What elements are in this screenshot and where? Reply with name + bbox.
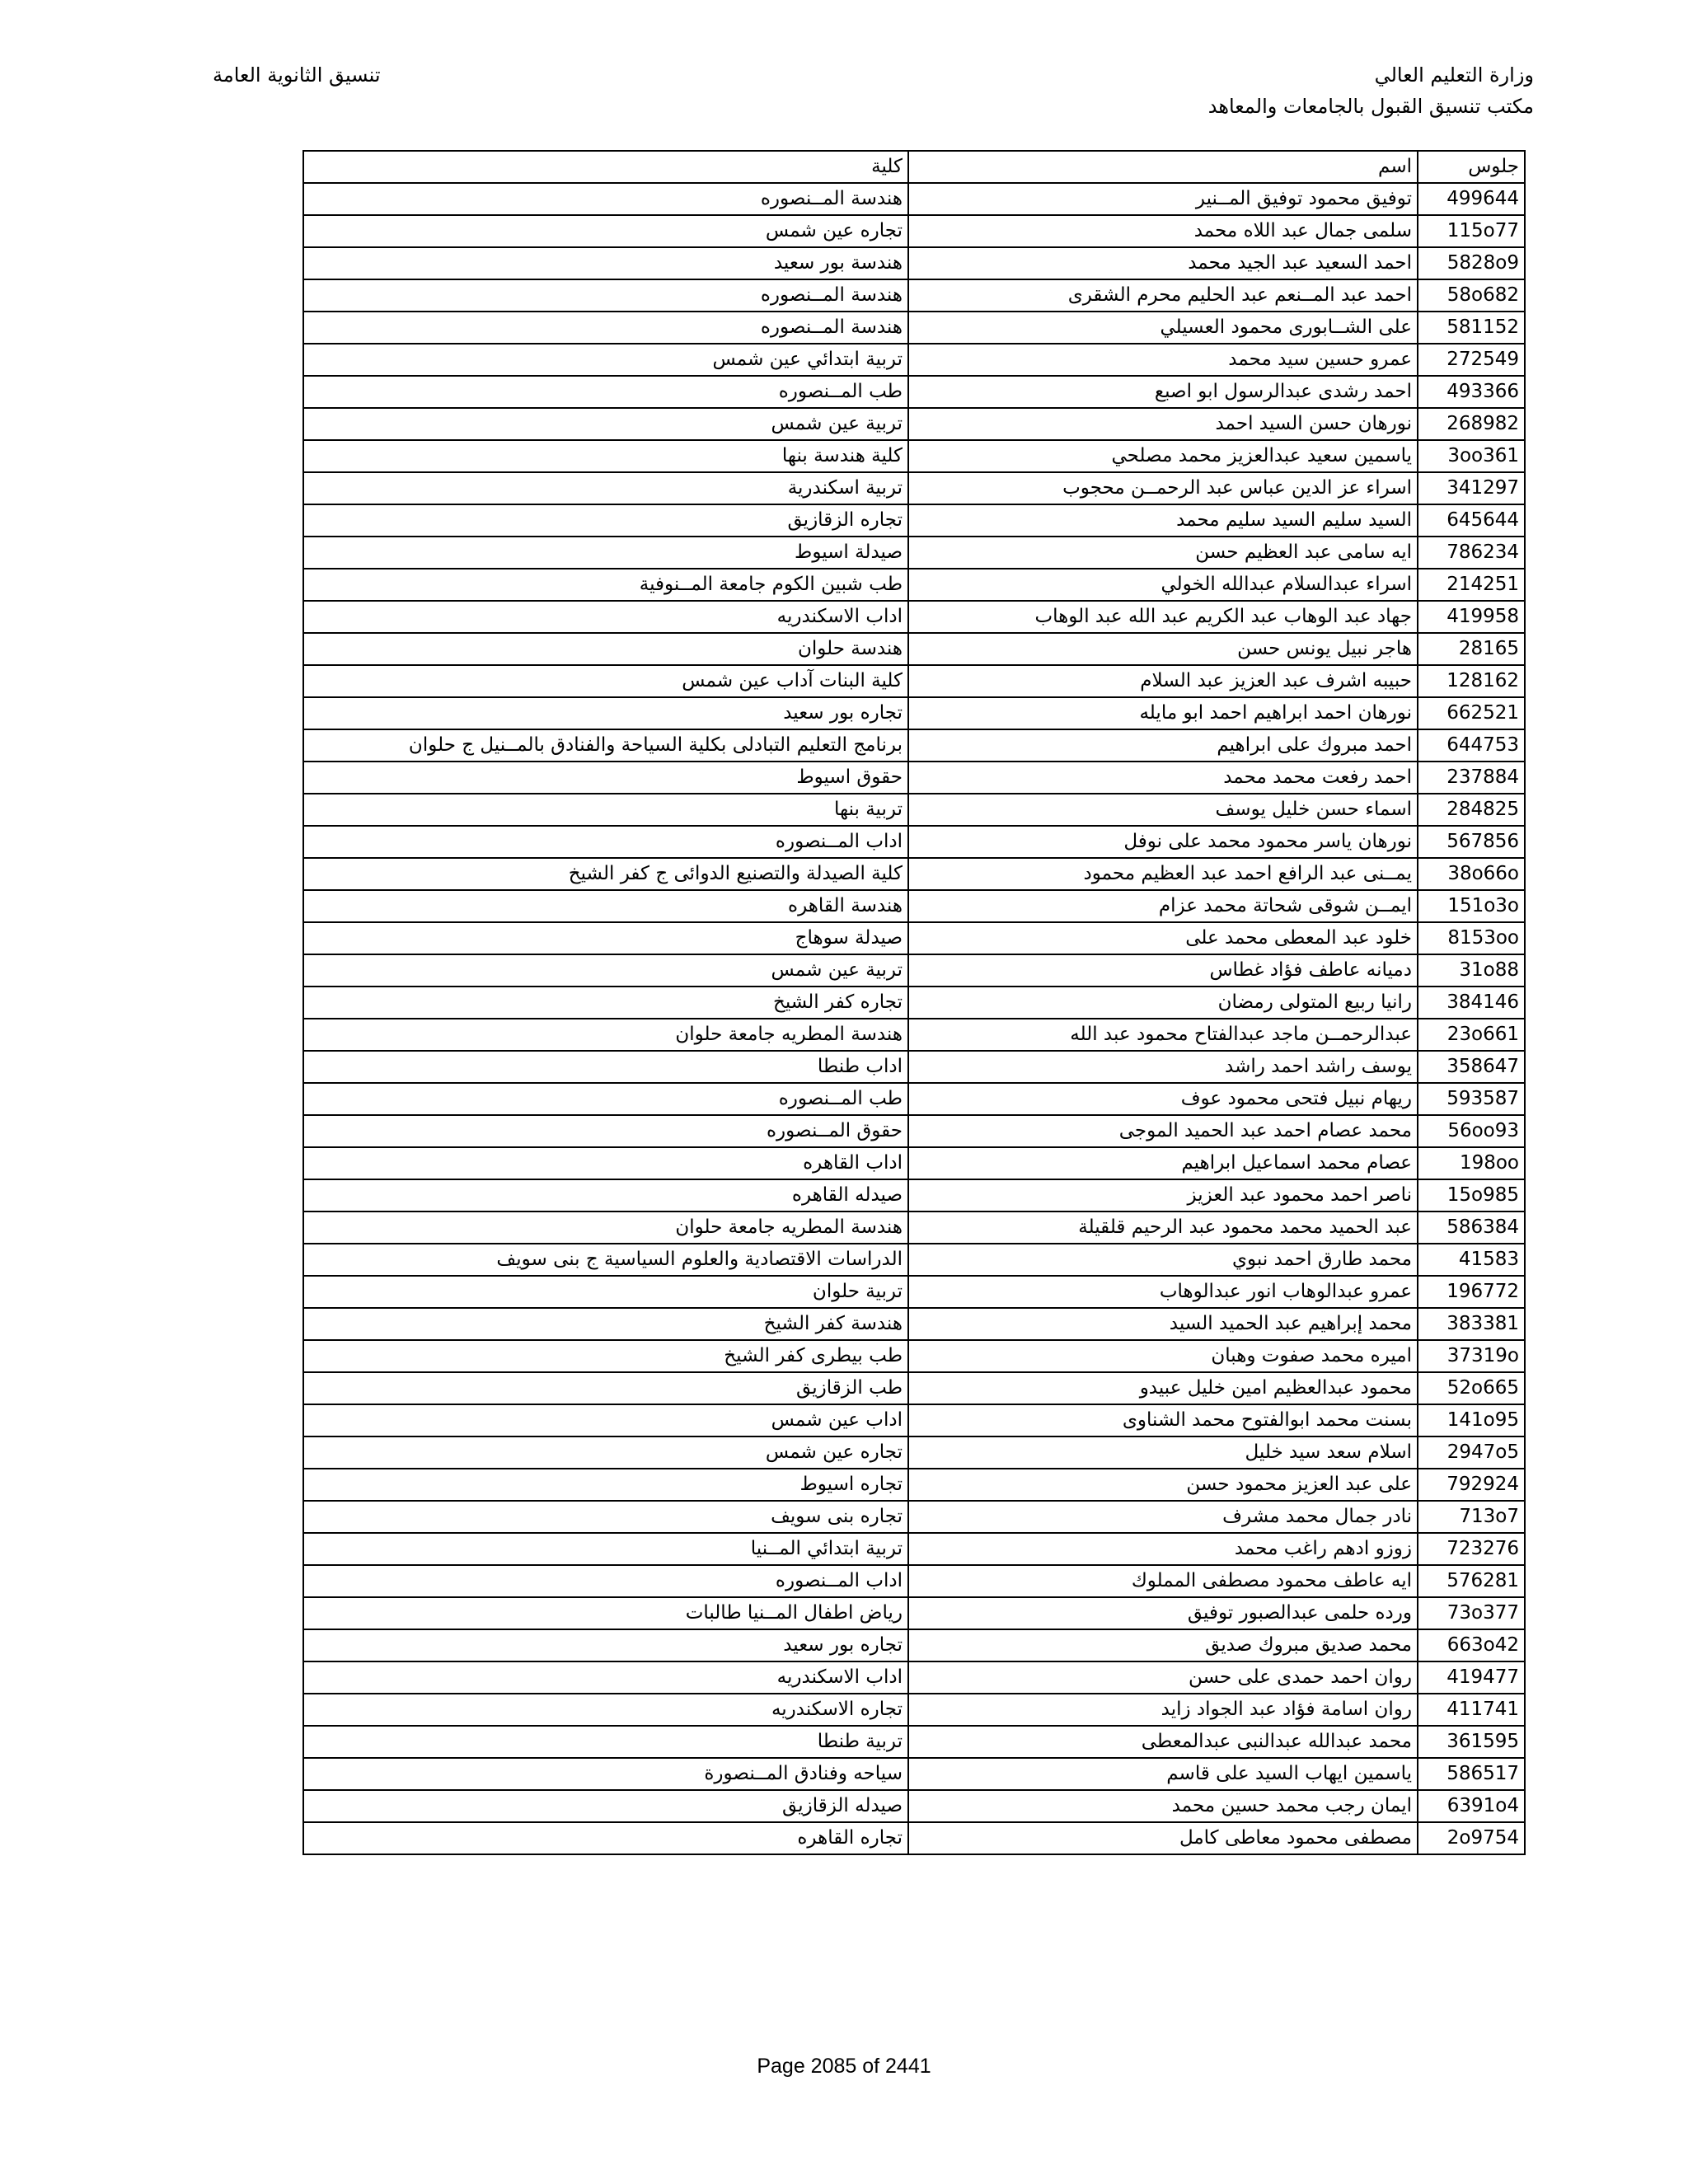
faculty: هندسة كفر الشيخ xyxy=(303,1308,908,1340)
seat-number: 38o66o xyxy=(1418,858,1525,890)
seat-number: 586384 xyxy=(1418,1212,1525,1244)
student-name: جهاد عبد الوهاب عبد الكريم عبد الله عبد الوهاب xyxy=(908,601,1418,633)
page-number: Page 2085 of 2441 xyxy=(757,2055,931,2078)
table-row xyxy=(303,344,1525,376)
table-row xyxy=(303,987,1525,1019)
faculty: سياحه وفنادق المــنصورة xyxy=(303,1758,908,1790)
faculty: طب المــنصوره xyxy=(303,376,908,408)
seat-number: 6391o4 xyxy=(1418,1790,1525,1822)
faculty: تجاره الزقازيق xyxy=(303,504,908,537)
student-name: عبدالرحمــن ماجد عبدالفتاح محمود عبد الله xyxy=(908,1019,1418,1051)
student-name: نورهان حسن السيد احمد xyxy=(908,408,1418,440)
faculty: تربية عين شمس xyxy=(303,408,908,440)
faculty: طب بيطرى كفر الشيخ xyxy=(303,1340,908,1372)
table-row xyxy=(303,890,1525,922)
seat-number: 28165 xyxy=(1418,633,1525,665)
faculty: تجاره عين شمس xyxy=(303,1436,908,1469)
table-row xyxy=(303,183,1525,215)
table-row xyxy=(303,247,1525,279)
student-name: اسلام سعد سيد خليل xyxy=(908,1436,1418,1469)
student-name: اميره محمد صفوت وهبان xyxy=(908,1340,1418,1372)
seat-number: 586517 xyxy=(1418,1758,1525,1790)
seat-number: 581152 xyxy=(1418,312,1525,344)
student-name: احمد رشدى عبدالرسول ابو اصبع xyxy=(908,376,1418,408)
table-row xyxy=(303,697,1525,729)
faculty: اداب القاهره xyxy=(303,1147,908,1179)
table-row xyxy=(303,537,1525,569)
seat-number: 663o42 xyxy=(1418,1629,1525,1661)
table-row xyxy=(303,408,1525,440)
table-row xyxy=(303,1340,1525,1372)
seat-number: 2947o5 xyxy=(1418,1436,1525,1469)
seat-number: 128162 xyxy=(1418,665,1525,697)
table-row xyxy=(303,1051,1525,1083)
seat-number: 411741 xyxy=(1418,1694,1525,1726)
student-name: احمد رفعت محمد محمد xyxy=(908,762,1418,794)
student-name: رانيا ربيع المتولى رمضان xyxy=(908,987,1418,1019)
ministry-title: وزارة التعليم العالي xyxy=(1374,63,1534,87)
seat-number: 645644 xyxy=(1418,504,1525,537)
seat-number: 23o661 xyxy=(1418,1019,1525,1051)
faculty: تجاره اسيوط xyxy=(303,1469,908,1501)
faculty: تربية ابتدائي عين شمس xyxy=(303,344,908,376)
student-name: حبيبه اشرف عبد العزيز عبد السلام xyxy=(908,665,1418,697)
faculty: اداب عين شمس xyxy=(303,1404,908,1436)
table-row xyxy=(303,1083,1525,1115)
student-name: على الشــابورى محمود العسيلي xyxy=(908,312,1418,344)
faculty: تجاره بور سعيد xyxy=(303,697,908,729)
student-name: عمرو حسين سيد محمد xyxy=(908,344,1418,376)
faculty: هندسة حلوان xyxy=(303,633,908,665)
student-name: بسنت محمد ابوالفتوح محمد الشناوى xyxy=(908,1404,1418,1436)
faculty: اداب الاسكندريه xyxy=(303,601,908,633)
seat-number: 198oo xyxy=(1418,1147,1525,1179)
seat-number: 2o9754 xyxy=(1418,1822,1525,1854)
seat-number: 567856 xyxy=(1418,826,1525,858)
seat-number: 52o665 xyxy=(1418,1372,1525,1404)
seat-number: 499644 xyxy=(1418,183,1525,215)
faculty: هندسة المطريه جامعة حلوان xyxy=(303,1212,908,1244)
student-name: مصطفى محمود معاطى كامل xyxy=(908,1822,1418,1854)
faculty: اداب المــنصوره xyxy=(303,826,908,858)
seat-number: 141o95 xyxy=(1418,1404,1525,1436)
student-name: ياسمين ايهاب السيد على قاسم xyxy=(908,1758,1418,1790)
table-row xyxy=(303,1436,1525,1469)
student-name: خلود عبد المعطى محمد على xyxy=(908,922,1418,954)
student-name: دميانه عاطف فؤاد غطاس xyxy=(908,954,1418,987)
table-row xyxy=(303,954,1525,987)
faculty: طب الزقازيق xyxy=(303,1372,908,1404)
faculty: تربية عين شمس xyxy=(303,954,908,987)
table-header-row xyxy=(303,151,1525,183)
faculty: تربية طنطا xyxy=(303,1726,908,1758)
table-row xyxy=(303,665,1525,697)
column-header-seat: جلوس xyxy=(1418,151,1525,183)
faculty: صيدلة سوهاج xyxy=(303,922,908,954)
table-row xyxy=(303,1179,1525,1212)
table-row xyxy=(303,440,1525,472)
seat-number: 8153oo xyxy=(1418,922,1525,954)
table-row xyxy=(303,1758,1525,1790)
seat-number: 419477 xyxy=(1418,1661,1525,1694)
table-row xyxy=(303,1244,1525,1276)
faculty: تربية بنها xyxy=(303,794,908,826)
seat-number: 272549 xyxy=(1418,344,1525,376)
seat-number: 15o985 xyxy=(1418,1179,1525,1212)
table-row xyxy=(303,1147,1525,1179)
student-name: محمد طارق احمد نبوي xyxy=(908,1244,1418,1276)
student-name: ناصر احمد محمود عبد العزيز xyxy=(908,1179,1418,1212)
seat-number: 237884 xyxy=(1418,762,1525,794)
student-name: عبد الحميد محمد محمود عبد الرحيم قلقيلة xyxy=(908,1212,1418,1244)
faculty: تجاره الاسكندريه xyxy=(303,1694,908,1726)
faculty: طب المــنصوره xyxy=(303,1083,908,1115)
faculty: تجاره بور سعيد xyxy=(303,1629,908,1661)
seat-number: 5828o9 xyxy=(1418,247,1525,279)
seat-number: 115o77 xyxy=(1418,215,1525,247)
student-name: محمود عبدالعظيم امين خليل عبيدو xyxy=(908,1372,1418,1404)
table-row xyxy=(303,1469,1525,1501)
student-name: يمــنى عبد الرافع احمد عبد العظيم محمود xyxy=(908,858,1418,890)
seat-number: 31o88 xyxy=(1418,954,1525,987)
column-header-faculty: كلية xyxy=(303,151,908,183)
faculty: هندسة المــنصوره xyxy=(303,279,908,312)
faculty: تجاره بنى سويف xyxy=(303,1501,908,1533)
student-name: اسراء عز الدين عباس عبد الرحمــن محجوب xyxy=(908,472,1418,504)
document-header-right xyxy=(1208,59,1534,122)
faculty: هندسة المطريه جامعة حلوان xyxy=(303,1019,908,1051)
student-name: ايمان رجب محمد حسين محمد xyxy=(908,1790,1418,1822)
table-row xyxy=(303,279,1525,312)
table-row xyxy=(303,1276,1525,1308)
student-name: روان اسامة فؤاد عبد الجواد زايد xyxy=(908,1694,1418,1726)
faculty: الدراسات الاقتصادية والعلوم السياسية ج بنى سويف xyxy=(303,1244,908,1276)
student-name: ريهام نبيل فتحى محمود عوف xyxy=(908,1083,1418,1115)
student-name: محمد إبراهيم عبد الحميد السيد xyxy=(908,1308,1418,1340)
table-row xyxy=(303,215,1525,247)
table-row xyxy=(303,1501,1525,1533)
student-name: روان احمد حمدى على حسن xyxy=(908,1661,1418,1694)
admissions-table xyxy=(302,150,1526,1855)
faculty: تجاره القاهره xyxy=(303,1822,908,1854)
student-name: هاجر نبيل يونس حسن xyxy=(908,633,1418,665)
student-name: السيد سليم السيد سليم محمد xyxy=(908,504,1418,537)
faculty: كلية الصيدلة والتصنيع الدوائى ج كفر الشيخ xyxy=(303,858,908,890)
student-name: محمد عصام احمد عبد الحميد الموجى xyxy=(908,1115,1418,1147)
table-row xyxy=(303,1404,1525,1436)
faculty: تجاره كفر الشيخ xyxy=(303,987,908,1019)
seat-number: 593587 xyxy=(1418,1083,1525,1115)
faculty: تجاره عين شمس xyxy=(303,215,908,247)
seat-number: 58o682 xyxy=(1418,279,1525,312)
student-name: زوزو ادهم راغب محمد xyxy=(908,1533,1418,1565)
coordination-title: تنسيق الثانوية العامة xyxy=(213,63,381,87)
table-row xyxy=(303,1308,1525,1340)
faculty: رياض اطفال المــنيا طالبات xyxy=(303,1597,908,1629)
seat-number: 37319o xyxy=(1418,1340,1525,1372)
seat-number: 723276 xyxy=(1418,1533,1525,1565)
student-name: ايه عاطف محمود مصطفى المملوك xyxy=(908,1565,1418,1597)
student-name: اسراء عبدالسلام عبدالله الخولي xyxy=(908,569,1418,601)
table-row xyxy=(303,504,1525,537)
faculty: هندسة المــنصوره xyxy=(303,312,908,344)
faculty: اداب الاسكندريه xyxy=(303,1661,908,1694)
table-row xyxy=(303,826,1525,858)
student-name: عصام محمد اسماعيل ابراهيم xyxy=(908,1147,1418,1179)
table-row xyxy=(303,1565,1525,1597)
seat-number: 73o377 xyxy=(1418,1597,1525,1629)
faculty: حقوق المــنصوره xyxy=(303,1115,908,1147)
student-name: احمد عبد المــنعم عبد الحليم محرم الشقرى xyxy=(908,279,1418,312)
table-row xyxy=(303,1372,1525,1404)
student-name: اسماء حسن خليل يوسف xyxy=(908,794,1418,826)
student-name: محمد عبدالله عبدالنبى عبدالمعطى xyxy=(908,1726,1418,1758)
seat-number: 284825 xyxy=(1418,794,1525,826)
student-name: ايمــن شوقى شحاتة محمد عزام xyxy=(908,890,1418,922)
table-row xyxy=(303,1115,1525,1147)
student-name: احمد مبروك على ابراهيم xyxy=(908,729,1418,762)
student-name: يوسف راشد احمد راشد xyxy=(908,1051,1418,1083)
seat-number: 383381 xyxy=(1418,1308,1525,1340)
seat-number: 341297 xyxy=(1418,472,1525,504)
seat-number: 41583 xyxy=(1418,1244,1525,1276)
faculty: هندسة القاهره xyxy=(303,890,908,922)
faculty: صيدله القاهره xyxy=(303,1179,908,1212)
faculty: صيدلة اسيوط xyxy=(303,537,908,569)
faculty: كلية البنات آداب عين شمس xyxy=(303,665,908,697)
student-name: احمد السعيد عبد الجيد محمد xyxy=(908,247,1418,279)
table-row xyxy=(303,569,1525,601)
table-row xyxy=(303,1822,1525,1854)
table-row xyxy=(303,601,1525,633)
student-name: ايه سامى عبد العظيم حسن xyxy=(908,537,1418,569)
seat-number: 662521 xyxy=(1418,697,1525,729)
faculty: حقوق اسيوط xyxy=(303,762,908,794)
table-row xyxy=(303,633,1525,665)
faculty: كلية هندسة بنها xyxy=(303,440,908,472)
student-name: عمرو عبدالوهاب انور عبدالوهاب xyxy=(908,1276,1418,1308)
column-header-name: اسم xyxy=(908,151,1418,183)
table-row xyxy=(303,472,1525,504)
table-row xyxy=(303,1726,1525,1758)
faculty: صيدله الزقازيق xyxy=(303,1790,908,1822)
seat-number: 151o3o xyxy=(1418,890,1525,922)
seat-number: 268982 xyxy=(1418,408,1525,440)
student-name: نورهان احمد ابراهيم احمد ابو مايله xyxy=(908,697,1418,729)
student-name: محمد صديق مبروك صديق xyxy=(908,1629,1418,1661)
seat-number: 644753 xyxy=(1418,729,1525,762)
table-row xyxy=(303,1533,1525,1565)
seat-number: 493366 xyxy=(1418,376,1525,408)
student-name: سلمى جمال عبد اللاه محمد xyxy=(908,215,1418,247)
table-row xyxy=(303,1694,1525,1726)
seat-number: 3oo361 xyxy=(1418,440,1525,472)
faculty: هندسة بور سعيد xyxy=(303,247,908,279)
table-row xyxy=(303,312,1525,344)
seat-number: 792924 xyxy=(1418,1469,1525,1501)
seat-number: 786234 xyxy=(1418,537,1525,569)
faculty: هندسة المــنصوره xyxy=(303,183,908,215)
table-row xyxy=(303,376,1525,408)
faculty: تربية حلوان xyxy=(303,1276,908,1308)
seat-number: 576281 xyxy=(1418,1565,1525,1597)
seat-number: 196772 xyxy=(1418,1276,1525,1308)
table-row xyxy=(303,794,1525,826)
table-row xyxy=(303,729,1525,762)
faculty: تربية ابتدائي المــنيا xyxy=(303,1533,908,1565)
faculty: اداب المــنصوره xyxy=(303,1565,908,1597)
student-name: توفيق محمود توفيق المــنير xyxy=(908,183,1418,215)
table-row xyxy=(303,922,1525,954)
table-row xyxy=(303,858,1525,890)
student-name: ورده حلمى عبدالصبور توفيق xyxy=(908,1597,1418,1629)
seat-number: 214251 xyxy=(1418,569,1525,601)
faculty: برنامج التعليم التبادلى بكلية السياحة والفنادق بالمــنيل ج حلوان xyxy=(303,729,908,762)
table-row xyxy=(303,1212,1525,1244)
seat-number: 56oo93 xyxy=(1418,1115,1525,1147)
table-row xyxy=(303,1597,1525,1629)
faculty: طب شبين الكوم جامعة المــنوفية xyxy=(303,569,908,601)
faculty: تربية اسكندرية xyxy=(303,472,908,504)
faculty: اداب طنطا xyxy=(303,1051,908,1083)
seat-number: 384146 xyxy=(1418,987,1525,1019)
seat-number: 419958 xyxy=(1418,601,1525,633)
seat-number: 361595 xyxy=(1418,1726,1525,1758)
student-name: على عبد العزيز محمود حسن xyxy=(908,1469,1418,1501)
student-name: نادر جمال محمد مشرف xyxy=(908,1501,1418,1533)
table-row xyxy=(303,1661,1525,1694)
table-row xyxy=(303,762,1525,794)
student-name: نورهان ياسر محمود محمد على نوفل xyxy=(908,826,1418,858)
seat-number: 358647 xyxy=(1418,1051,1525,1083)
table-row xyxy=(303,1790,1525,1822)
seat-number: 713o7 xyxy=(1418,1501,1525,1533)
office-title: مكتب تنسيق القبول بالجامعات والمعاهد xyxy=(1207,95,1534,118)
table-row xyxy=(303,1019,1525,1051)
table-row xyxy=(303,1629,1525,1661)
student-name: ياسمين سعيد عبدالعزيز محمد مصلحي xyxy=(908,440,1418,472)
